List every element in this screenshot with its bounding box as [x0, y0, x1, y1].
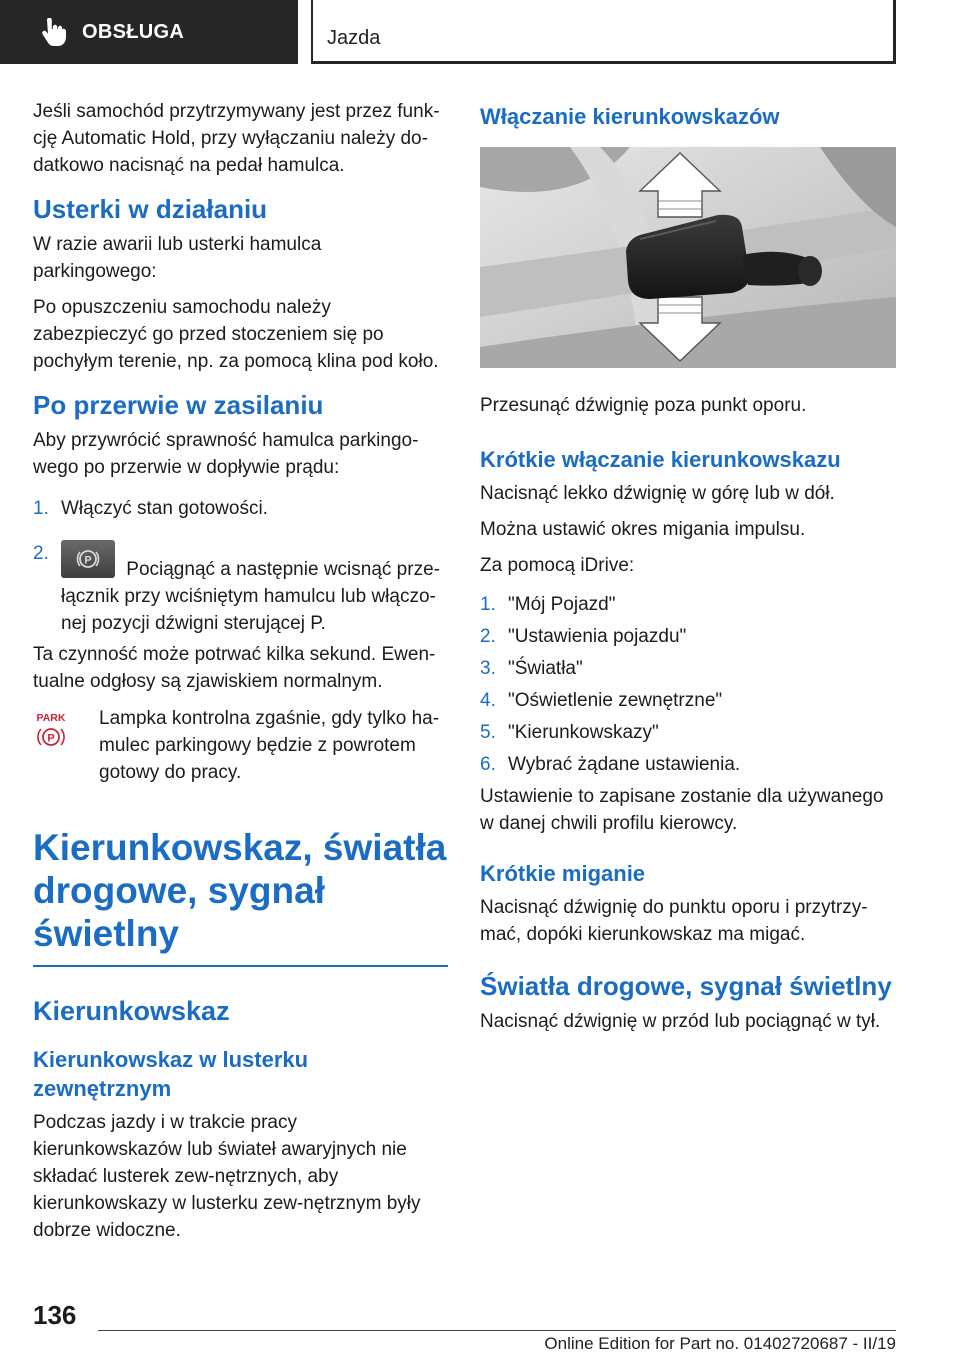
- high-beam-paragraph: Nacisnąć dźwignię w przód lub pociągnąć w tył.: [480, 1011, 881, 1032]
- park-icon-symbol: P: [47, 732, 55, 745]
- park-note-text: Lampka kontrolna zgaśnie, gdy tylko ha-mulec parkingowy będzie z powrotem gotowy do pracy.: [99, 708, 440, 783]
- list-item: [480, 623, 896, 650]
- short-paragraph-1: Nacisnąć lekko dźwignię w górę lub w dół.: [480, 483, 835, 504]
- step-text: "Kierunkowskazy": [508, 722, 659, 743]
- step-text: "Mój Pojazd": [508, 594, 616, 615]
- left-column: [33, 98, 448, 1253]
- malfunction-paragraph-2: Po opuszczeniu samochodu należy zabezpieczyć go przed stoczeniem się po pochyłym terenie, np. za pomocą klina pod koło.: [33, 297, 439, 372]
- edition-text: Online Edition for Part no. 01402720687 - II/19: [544, 1334, 896, 1353]
- list-item: [480, 687, 896, 714]
- flash-heading: Krótkie miganie: [480, 861, 646, 886]
- step-number: 3.: [480, 658, 496, 679]
- mirror-paragraph: Podczas jazdy i w trakcie pracy kierunkowskazów lub świateł awaryjnych nie składać lusterek zew-nętrznych, aby kierunkowskazy w lusterku zew-nętrznym były dobrze widoczne.: [33, 1112, 421, 1241]
- step-text: "Światła": [508, 658, 583, 679]
- intro-paragraph: Jeśli samochód przytrzymywany jest przez funk-cję Automatic Hold, przy wyłączaniu należy do-datkowo nacisnąć na pedał hamulca.: [33, 101, 440, 176]
- list-item: [480, 655, 896, 682]
- activate-turn-signal-heading: Włączanie kierunkowskazów: [480, 104, 780, 129]
- short-paragraph-2: Można ustawić okres migania impulsu.: [480, 519, 806, 540]
- idrive-steps-list: [480, 591, 896, 778]
- right-column: [480, 98, 896, 1044]
- park-icon-label: PARK: [36, 712, 66, 724]
- flash-paragraph: Nacisnąć dźwignię do punktu oporu i przytrzy-mać, dopóki kierunkowskaz ma migać.: [480, 897, 868, 945]
- power-paragraph-1: Aby przywrócić sprawność hamulca parkingo-wego po przerwie w dopływie prądu:: [33, 430, 419, 478]
- park-indicator-note: [33, 705, 448, 786]
- list-item: [33, 495, 448, 522]
- chapter-label: Jazda: [327, 27, 381, 49]
- step-number: 1.: [480, 594, 496, 615]
- parking-brake-button-icon: [61, 540, 115, 578]
- list-item: [33, 540, 448, 637]
- power-paragraph-2: Ta czynność może potrwać kilka sekund. Ewen-tualne odgłosy są zjawiskiem normalnym.: [33, 644, 436, 692]
- activate-caption: Przesunąć dźwignię poza punkt oporu.: [480, 395, 807, 416]
- park-warning-icon: [33, 705, 99, 786]
- power-steps-list: [33, 495, 448, 637]
- step-text: Pociągnąć a następnie wcisnąć prze-łącznik przy wciśniętym hamulcu lub włączo-nej pozycji dźwigni sterującej P.: [61, 559, 440, 634]
- list-item: [480, 719, 896, 746]
- high-beam-heading: Światła drogowe, sygnał świetlny: [480, 971, 892, 1001]
- step-number: 2.: [480, 626, 496, 647]
- list-item: [480, 751, 896, 778]
- hand-pointer-icon: [40, 18, 66, 46]
- short-paragraph-4: Ustawienie to zapisane zostanie dla używanego w danej chwili profilu kierowcy.: [480, 786, 884, 834]
- mirror-turn-signal-heading: Kierunkowskaz w lusterku zewnętrznym: [33, 1047, 309, 1101]
- list-item: [480, 591, 896, 618]
- step-number: 4.: [480, 690, 496, 711]
- step-number: 1.: [33, 498, 49, 519]
- turn-signal-lever-figure: [480, 147, 896, 368]
- footer-divider: [98, 1330, 896, 1331]
- short-paragraph-3: Za pomocą iDrive:: [480, 555, 635, 576]
- step-text: Wybrać żądane ustawienia.: [508, 754, 741, 775]
- step-number: 2.: [33, 543, 49, 564]
- step-text: "Ustawienia pojazdu": [508, 626, 687, 647]
- chapter-header: [311, 0, 896, 64]
- malfunction-paragraph-1: W razie awarii lub usterki hamulca parkingowego:: [33, 234, 322, 282]
- page-number: 136: [33, 1300, 77, 1330]
- power-interruption-heading: Po przerwie w zasilaniu: [33, 390, 324, 420]
- step-number: 5.: [480, 722, 496, 743]
- section-tab: [0, 0, 298, 64]
- step-number: 6.: [480, 754, 496, 775]
- section-label: OBSŁUGA: [82, 20, 185, 43]
- step-text: "Oświetlenie zewnętrzne": [508, 690, 723, 711]
- turn-signal-heading: Kierunkowskaz: [33, 996, 230, 1026]
- malfunction-heading: Usterki w działaniu: [33, 194, 268, 224]
- short-signal-heading: Krótkie włączanie kierunkowskazu: [480, 447, 841, 472]
- chapter-title: Kierunkowskaz, światła drogowe, sygnał świetlny: [33, 826, 448, 967]
- svg-text:P: P: [84, 554, 92, 567]
- step-text: Włączyć stan gotowości.: [61, 498, 268, 519]
